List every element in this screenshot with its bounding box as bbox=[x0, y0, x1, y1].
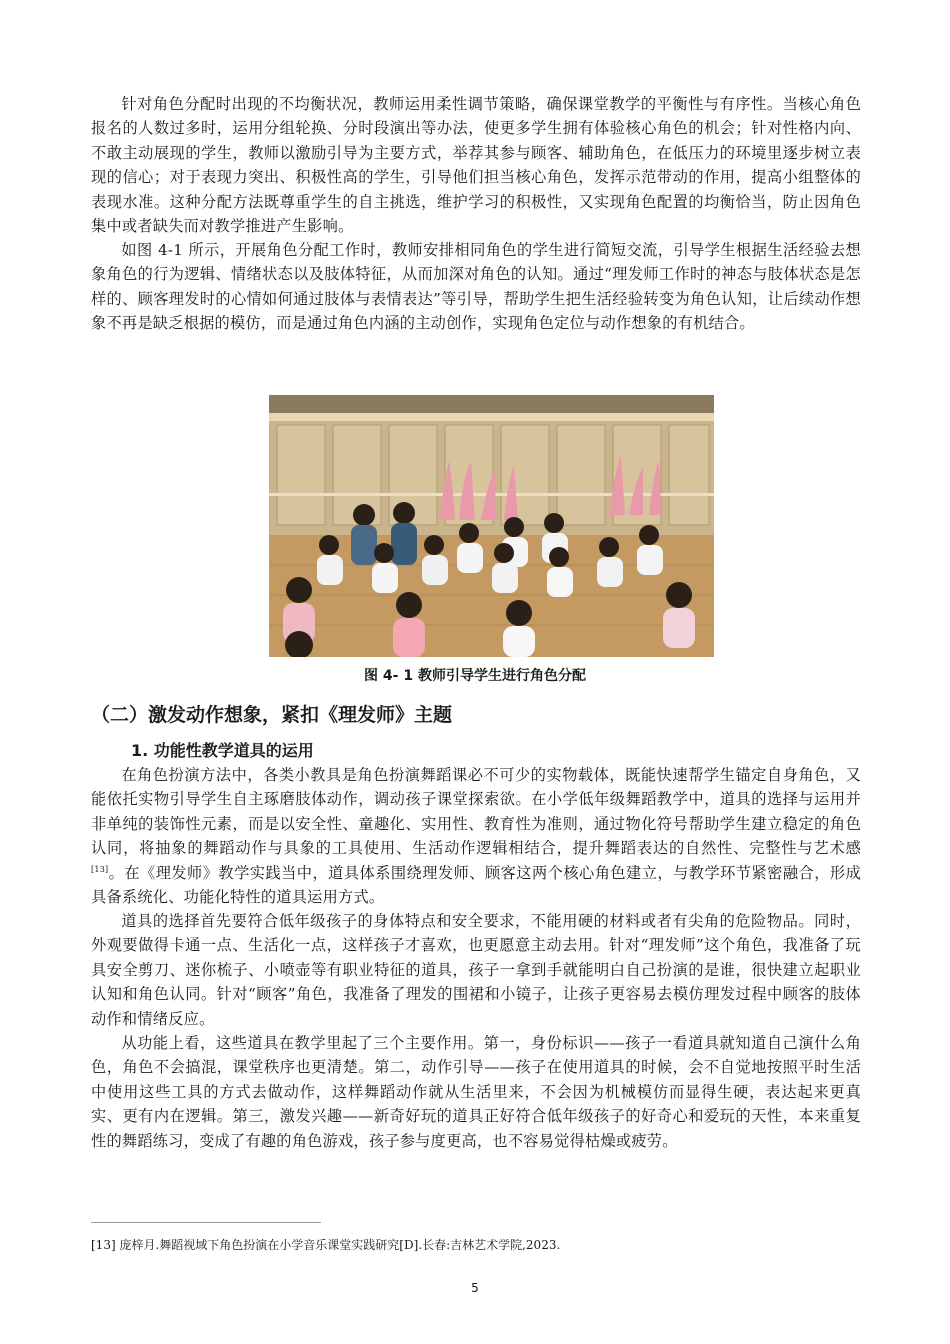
section-heading: （二）激发动作想象，紧扣《理发师》主题 bbox=[91, 704, 453, 726]
subsection-heading: 1. 功能性教学道具的运用 bbox=[131, 741, 314, 760]
paragraph-role-balance: 针对角色分配时出现的不均衡状况，教师运用柔性调节策略，确保课堂教学的平衡性与有序性。当核心角色报名的人数过多时，运用分组轮换、分时段演出等办法，使更多学生拥有体验核心角色的机会；针对性格内向、不敢主动展现的学生，教师以激励引导为主要方式，举荐其参与顾客、辅助角色，在低压力的环境里逐步树立表现的信心；对于表现力突出、积极性高的学生，引导他们担当核心角色，发挥示范带动的作用，提高小组整体的表现水准。这种分配方法既尊重学生的自主挑选，维护学习的积极性，又实现角色配置的均衡恰当，防止因角色集中或者缺失而对教学推进产生影响。 bbox=[91, 95, 861, 236]
page-number: 5 bbox=[471, 1281, 479, 1295]
paragraph-prop-selection: 道具的选择首先要符合低年级孩子的身体特点和安全要求，不能用硬的材料或者有尖角的危险物品。同时，外观要做得卡通一点、生活化一点，这样孩子才喜欢，也更愿意主动去用。针对“理发师”这个角色，我准备了玩具安全剪刀、迷你梳子、小喷壶等有职业特征的道具，孩子一拿到手就能明白自己扮演的是谁，很快建立起职业认知和角色认同。针对“顾客”角色，我准备了理发的围裙和小镜子，让孩子更容易去模仿理发过程中顾客的肢体动作和情绪反应。 bbox=[91, 912, 861, 1028]
footnote-divider bbox=[91, 1222, 321, 1223]
figure-caption: 图 4- 1 教师引导学生进行角色分配 bbox=[364, 668, 586, 684]
paragraph-prop-functions: 从功能上看，这些道具在教学里起了三个主要作用。第一，身份标识——孩子一看道具就知道自己演什么角色，角色不会搞混，课堂秩序也更清楚。第二，动作引导——孩子在使用道具的时候，会不自觉地按照平时生活中使用这些工具的方式去做动作，这样舞蹈动作就从生活里来，不会因为机械模仿而显得生硬，表达起来更真实、更有内在逻辑。第三，激发兴趣——新奇好玩的道具正好符合低年级孩子的好奇心和爱玩的天性，本来重复性的舞蹈练习，变成了有趣的角色游戏，孩子参与度更高，也不容易觉得枯燥或疲劳。 bbox=[91, 1034, 861, 1150]
citation-ref: [13] bbox=[91, 864, 109, 874]
paragraph-props-overview bbox=[91, 763, 861, 909]
paragraph-props-overview-text-a: 在角色扮演方法中，各类小教具是角色扮演舞蹈课必不可少的实物载体，既能快速帮学生锚定自身角色，又能依托实物引导学生自主琢磨肢体动作，调动孩子课堂探索欲。在小学低年级舞蹈教学中，道具的选择与运用并非单纯的装饰性元素，而是以安全性、童趣化、实用性、教育性为准则，通过物化符号帮助学生建立稳定的角色认同，将抽象的舞蹈动作与具象的工具使用、生活动作逻辑相结合，提升舞蹈表达的自然性、完整性与艺术感 bbox=[91, 766, 861, 858]
classroom-photo bbox=[269, 395, 714, 657]
paragraph-figure-reference: 如图 4-1 所示，开展角色分配工作时，教师安排相同角色的学生进行简短交流，引导学生根据生活经验去想象角色的行为逻辑、情绪状态以及肢体特征，从而加深对角色的认知。通过“理发师工作时的神态与肢体状态是怎样的、顾客理发时的心情如何通过肢体与表情表达”等引导，帮助学生把生活经验转变为角色认知，让后续动作想象不再是缺乏根据的模仿，而是通过角色内涵的主动创作，实现角色定位与动作想象的有机结合。 bbox=[91, 241, 861, 333]
footnote: [13] 庞梓月.舞蹈视域下角色扮演在小学音乐课堂实践研究[D].长春:吉林艺术学院,2023. bbox=[91, 1238, 561, 1252]
paragraph-props-overview-text-b: 。在《理发师》教学实践当中，道具体系围绕理发师、顾客这两个核心角色建立，与教学环节紧密融合，形成具备系统化、功能化特性的道具运用方式。 bbox=[91, 863, 861, 907]
